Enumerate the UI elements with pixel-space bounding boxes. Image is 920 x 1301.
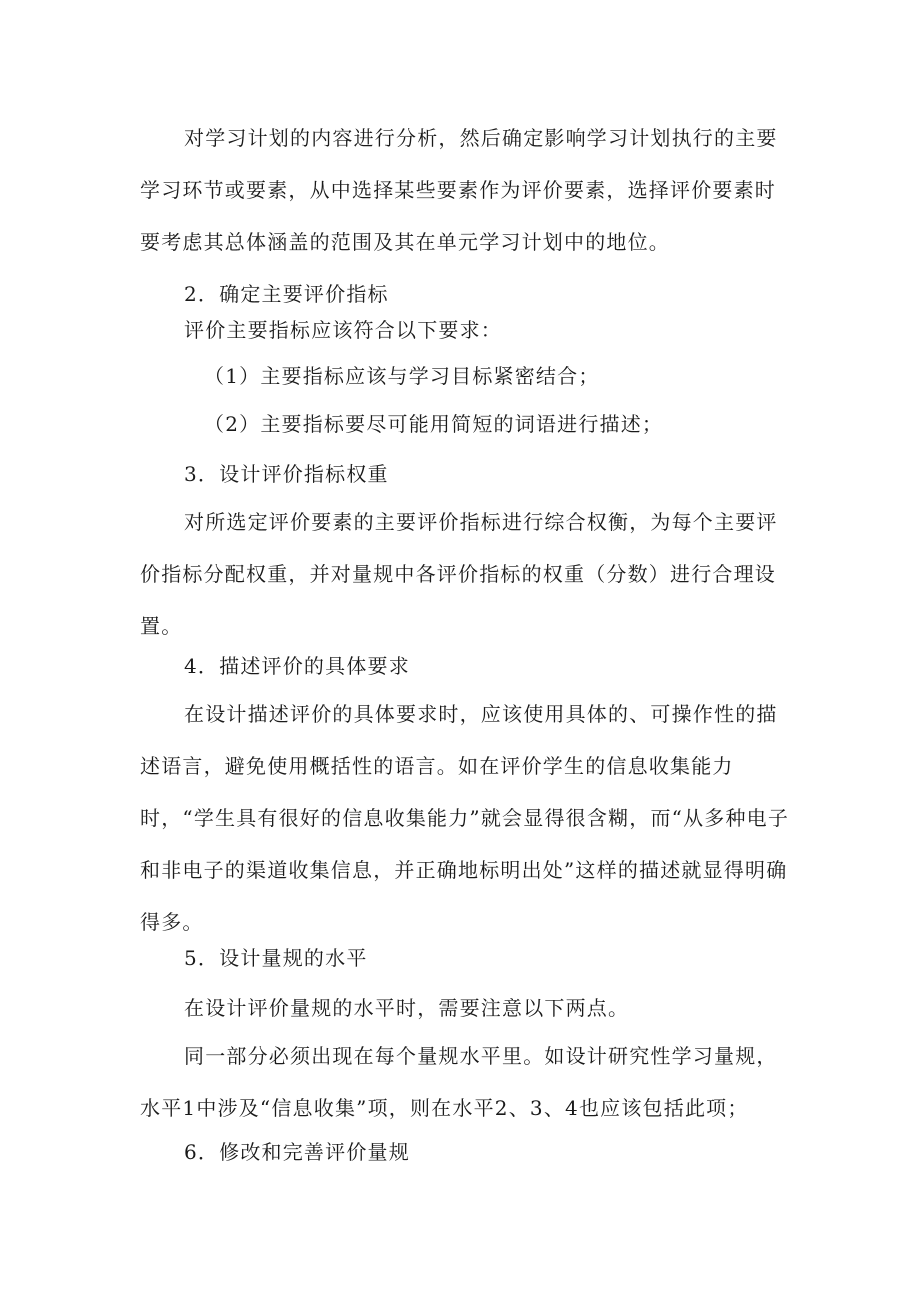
paragraph-levels: 在设计评价量规的水平时，需要注意以下两点。 (184, 996, 630, 1020)
heading-3: 3．设计评价指标权重 (184, 462, 389, 486)
list-item-1: （1）主要指标应该与学习目标紧密结合； (204, 364, 600, 388)
paragraph-same-part: 同一部分必须出现在每个量规水平里。如设计研究性学习量规，水平1中涉及“信息收集”项，则在水平2、3、4也应该包括此项； (140, 1044, 778, 1120)
list-item-2: （2）主要指标要尽可能用简短的词语进行描述； (204, 412, 664, 436)
heading-4: 4．描述评价的具体要求 (184, 654, 410, 678)
heading-5: 5．设计量规的水平 (184, 946, 368, 970)
paragraph-requirements: 评价主要指标应该符合以下要求： (184, 318, 502, 342)
paragraph-intro: 对学习计划的内容进行分析，然后确定影响学习计划执行的主要学习环节或要素，从中选择某些要素作为评价要素，选择评价要素时要考虑其总体涵盖的范围及其在单元学习计划中的地位。 (140, 126, 778, 254)
paragraph-describe: 在设计描述评价的具体要求时，应该使用具体的、可操作性的描述语言，避免使用概括性的语言。如在评价学生的信息收集能力时，“学生具有很好的信息收集能力”就会显得很含糊，而“从多种电子和非电子的渠道收集信息，并正确地标明出处”这样的描述就显得明确得多。 (140, 702, 790, 934)
heading-6: 6．修改和完善评价量规 (184, 1140, 410, 1164)
paragraph-weights: 对所选定评价要素的主要评价指标进行综合权衡，为每个主要评价指标分配权重，并对量规中各评价指标的权重（分数）进行合理设置。 (140, 510, 778, 638)
heading-2: 2．确定主要评价指标 (184, 282, 389, 306)
